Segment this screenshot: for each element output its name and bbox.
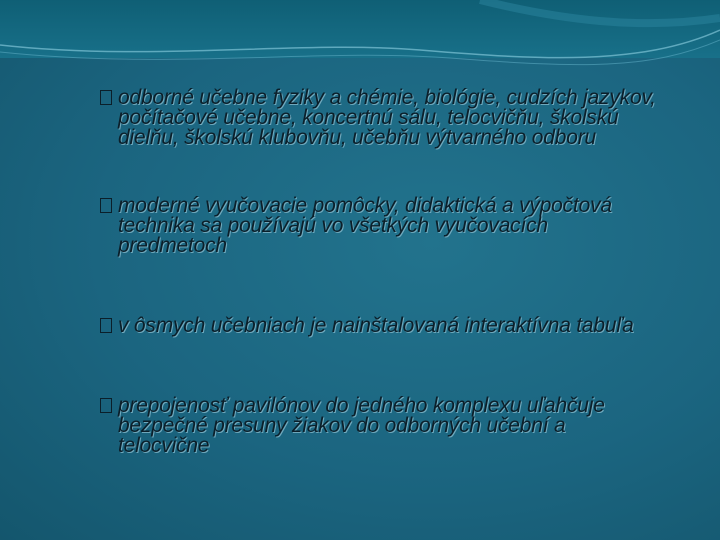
decorative-wave: [0, 0, 720, 70]
list-item: [100, 88, 660, 148]
list-item: [100, 196, 660, 256]
list-item-text: prepojenosť pavilónov do jedného komplexu uľahčuje bezpečné presuny žiakov do odborných učební a telocvične: [118, 394, 605, 457]
list-item: [100, 396, 660, 456]
square-bullet-icon: [100, 198, 112, 213]
list-item-text: v ôsmych učebniach je nainštalovaná interaktívna tabuľa: [118, 314, 634, 337]
list-item: [100, 316, 660, 336]
bullet-list: [100, 88, 660, 516]
square-bullet-icon: [100, 398, 112, 413]
list-item-text: moderné vyučovacie pomôcky, didaktická a výpočtová technika sa používajú vo všetkých vyučovacích predmetoch: [118, 194, 612, 257]
list-item-text: odborné učebne fyziky a chémie, biológie, cudzích jazykov, počítačové učebne, koncertnú sálu, telocvičňu, školskú dielňu, školskú klubovňu, učebňu výtvarného odboru: [118, 86, 656, 149]
square-bullet-icon: [100, 318, 112, 333]
square-bullet-icon: [100, 90, 112, 105]
